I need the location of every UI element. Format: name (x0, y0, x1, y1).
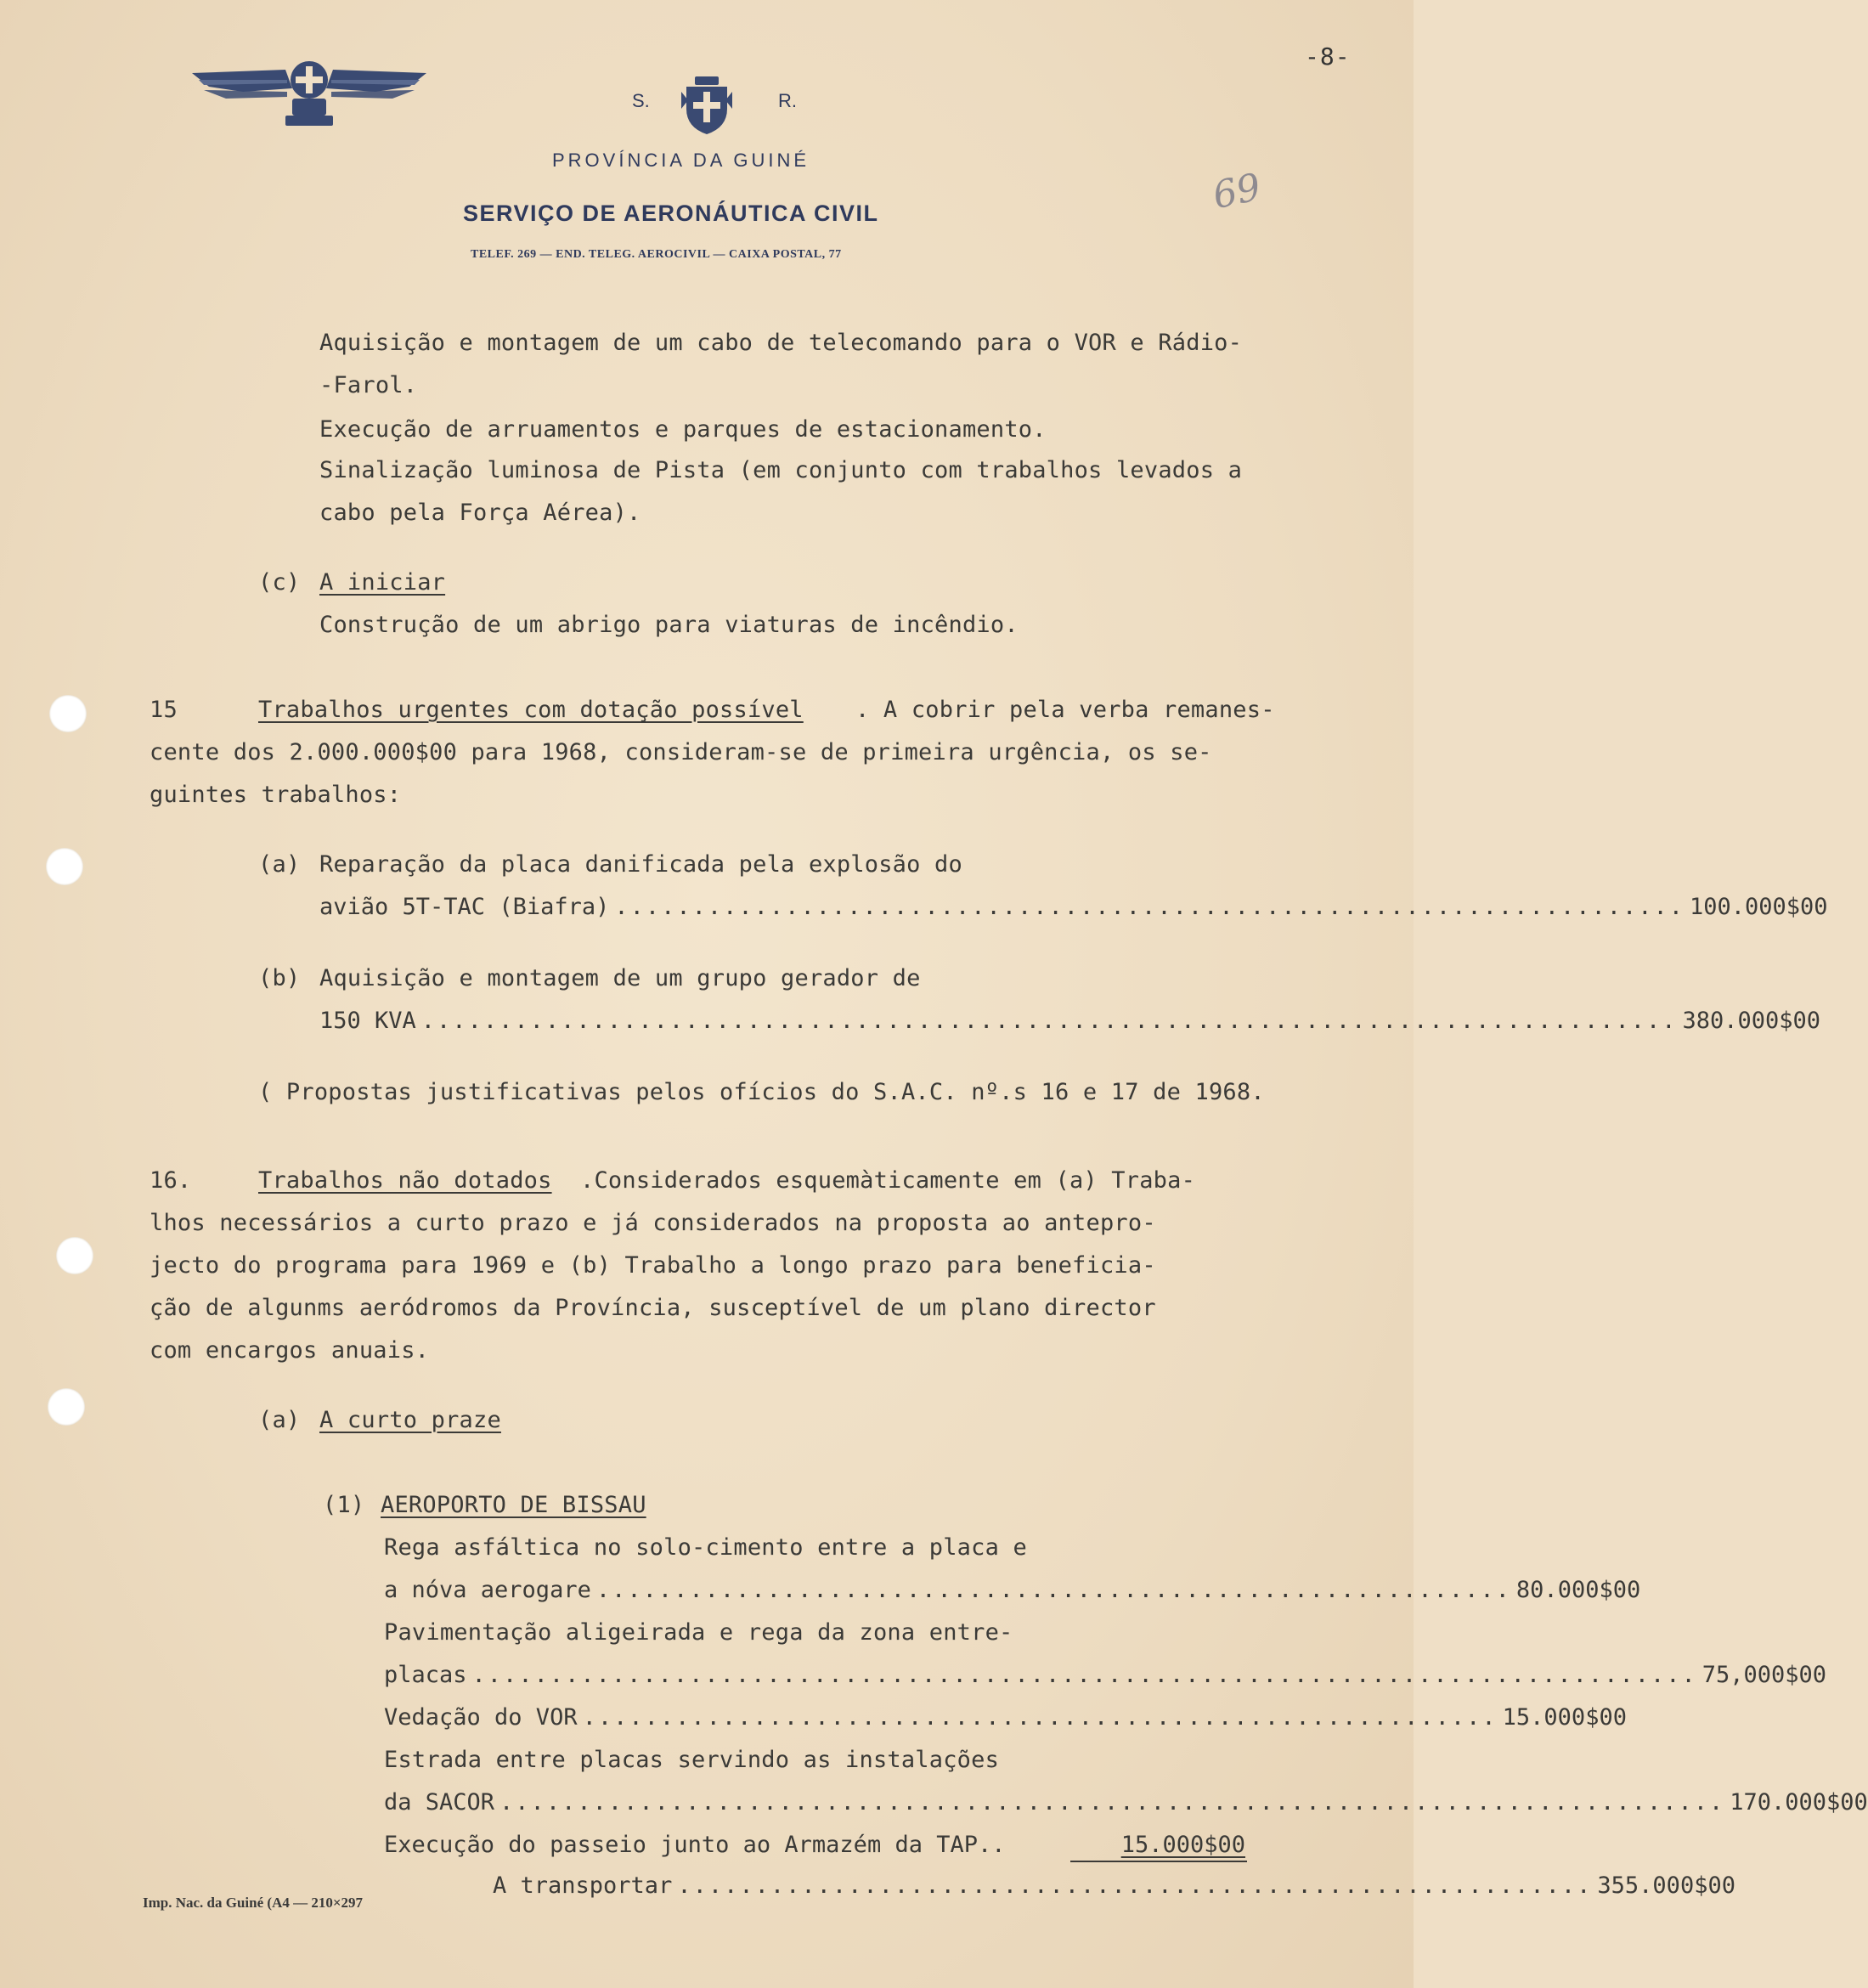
handwritten-annotation: 69 (1209, 165, 1265, 218)
amount-value: 170.000$00 (1730, 1789, 1868, 1816)
amount-value: 15.000$00 (1502, 1704, 1627, 1731)
amount-label: placas (384, 1662, 467, 1688)
leader-dots: ................................................................................. (420, 1008, 1678, 1034)
amount-row (384, 1704, 1627, 1731)
carry-amount: 355.000$00 (1597, 1872, 1735, 1899)
amount-value: 380.000$00 (1682, 1008, 1821, 1034)
section-heading: Trabalhos urgentes com dotação possível (258, 697, 804, 723)
subtotal-rule (1070, 1861, 1247, 1862)
section-heading: A iniciar (319, 569, 446, 596)
section-heading: Trabalhos não dotados (258, 1167, 552, 1194)
list-marker: (b) (258, 965, 301, 991)
paragraph-line: -Farol. (319, 372, 418, 398)
paragraph-line: lhos necessários a curto prazo e já considerados na proposta ao antepro- (150, 1210, 1156, 1236)
paragraph-line: Execução de arruamentos e parques de estacionamento. (319, 416, 1047, 443)
item-text: Reparação da placa danificada pela explosão do (319, 851, 962, 878)
paragraph-line: com encargos anuais. (150, 1337, 430, 1364)
paragraph-line: Construção de um abrigo para viaturas de incêndio. (319, 612, 1019, 638)
paragraph-line: .Considerados esquemàticamente em (a) Traba- (580, 1167, 1196, 1194)
winged-emblem-icon (192, 54, 426, 131)
amount-label: avião 5T-TAC (Biafra) (319, 894, 610, 920)
leader-dots: ........................................................... (582, 1704, 1498, 1731)
leader-dots: ............................................................................... (499, 1789, 1725, 1816)
amount-label: a nóva aerogare (384, 1577, 591, 1603)
service-title: SERVIÇO DE AERONÁUTICA CIVIL (463, 200, 879, 226)
amount-value: 80.000$00 (1515, 1577, 1641, 1603)
leader-dots: ........................................................... (677, 1872, 1593, 1899)
printer-imprint: Imp. Nac. da Guiné (A4 — 210×297 (143, 1895, 364, 1911)
item-heading: AEROPORTO DE BISSAU (381, 1492, 646, 1518)
contact-line: TELEF. 269 — END. TELEG. AEROCIVIL — CAIXA POSTAL, 77 (471, 248, 842, 261)
note-line: ( Propostas justificativas pelos ofícios do S.A.C. nº.s 16 e 17 de 1968. (258, 1079, 1265, 1105)
punch-hole (49, 695, 87, 732)
page-number: -8- (1305, 42, 1351, 71)
paragraph-line: guintes trabalhos: (150, 782, 402, 808)
carry-label: A transportar (493, 1872, 673, 1899)
item-text: Estrada entre placas servindo as instalações (384, 1747, 1000, 1773)
amount-label: 150 KVA (319, 1008, 416, 1034)
carry-forward-row (493, 1872, 1735, 1899)
subsection-heading: A curto praze (319, 1407, 501, 1433)
paragraph-line: Sinalização luminosa de Pista (em conjunto com trabalhos levados a (319, 457, 1243, 483)
amount-row (384, 1662, 1827, 1688)
amount-row (384, 1577, 1641, 1603)
section-number: 16. (150, 1167, 192, 1194)
paragraph-line: cente dos 2.000.000$00 para 1968, consideram-se de primeira urgência, os se- (150, 739, 1212, 765)
amount-value: 100.000$00 (1690, 894, 1828, 920)
sr-left: S. (632, 90, 650, 111)
paragraph-line: cabo pela Força Aérea). (319, 500, 641, 526)
leader-dots: ............................................................................... (471, 1662, 1697, 1688)
sr-right: R. (778, 90, 797, 111)
punch-hole (46, 848, 83, 885)
item-text: Aquisição e montagem de um grupo gerador de (319, 965, 921, 991)
amount-value: 75,000$00 (1702, 1662, 1827, 1688)
list-marker: (1) (323, 1492, 365, 1518)
leader-dots: ..................................................................... (614, 894, 1685, 920)
paragraph-line: ção de algunms aeródromos da Província, susceptível de um plano director (150, 1295, 1156, 1321)
item-text: Pavimentação aligeirada e rega da zona entre- (384, 1619, 1013, 1646)
amount-row (384, 1832, 1245, 1858)
paragraph-line: . A cobrir pela verba remanes- (855, 697, 1275, 723)
amount-label: Vedação do VOR (384, 1704, 578, 1731)
amount-row (319, 1008, 1821, 1034)
amount-row (319, 894, 1828, 920)
punch-hole (56, 1237, 93, 1274)
coat-of-arms-icon (680, 75, 734, 136)
item-text: Rega asfáltica no solo-cimento entre a placa e (384, 1534, 1027, 1561)
amount-value: 15.000$00 (1120, 1832, 1245, 1858)
list-marker: (a) (258, 1407, 301, 1433)
paragraph-line: jecto do programa para 1969 e (b) Trabalho a longo prazo para beneficia- (150, 1252, 1156, 1279)
amount-row (384, 1789, 1868, 1816)
amount-label: Execução do passeio junto ao Armazém da TAP.. (384, 1832, 1006, 1858)
province-title: PROVÍNCIA DA GUINÉ (552, 150, 810, 171)
section-number: 15 (150, 697, 178, 723)
paragraph-line: Aquisição e montagem de um cabo de telecomando para o VOR e Rádio- (319, 330, 1243, 356)
leader-dots: ........................................................... (595, 1577, 1511, 1603)
amount-label: da SACOR (384, 1789, 495, 1816)
punch-hole (48, 1388, 85, 1426)
list-marker: (a) (258, 851, 301, 878)
list-marker: (c) (258, 569, 301, 596)
